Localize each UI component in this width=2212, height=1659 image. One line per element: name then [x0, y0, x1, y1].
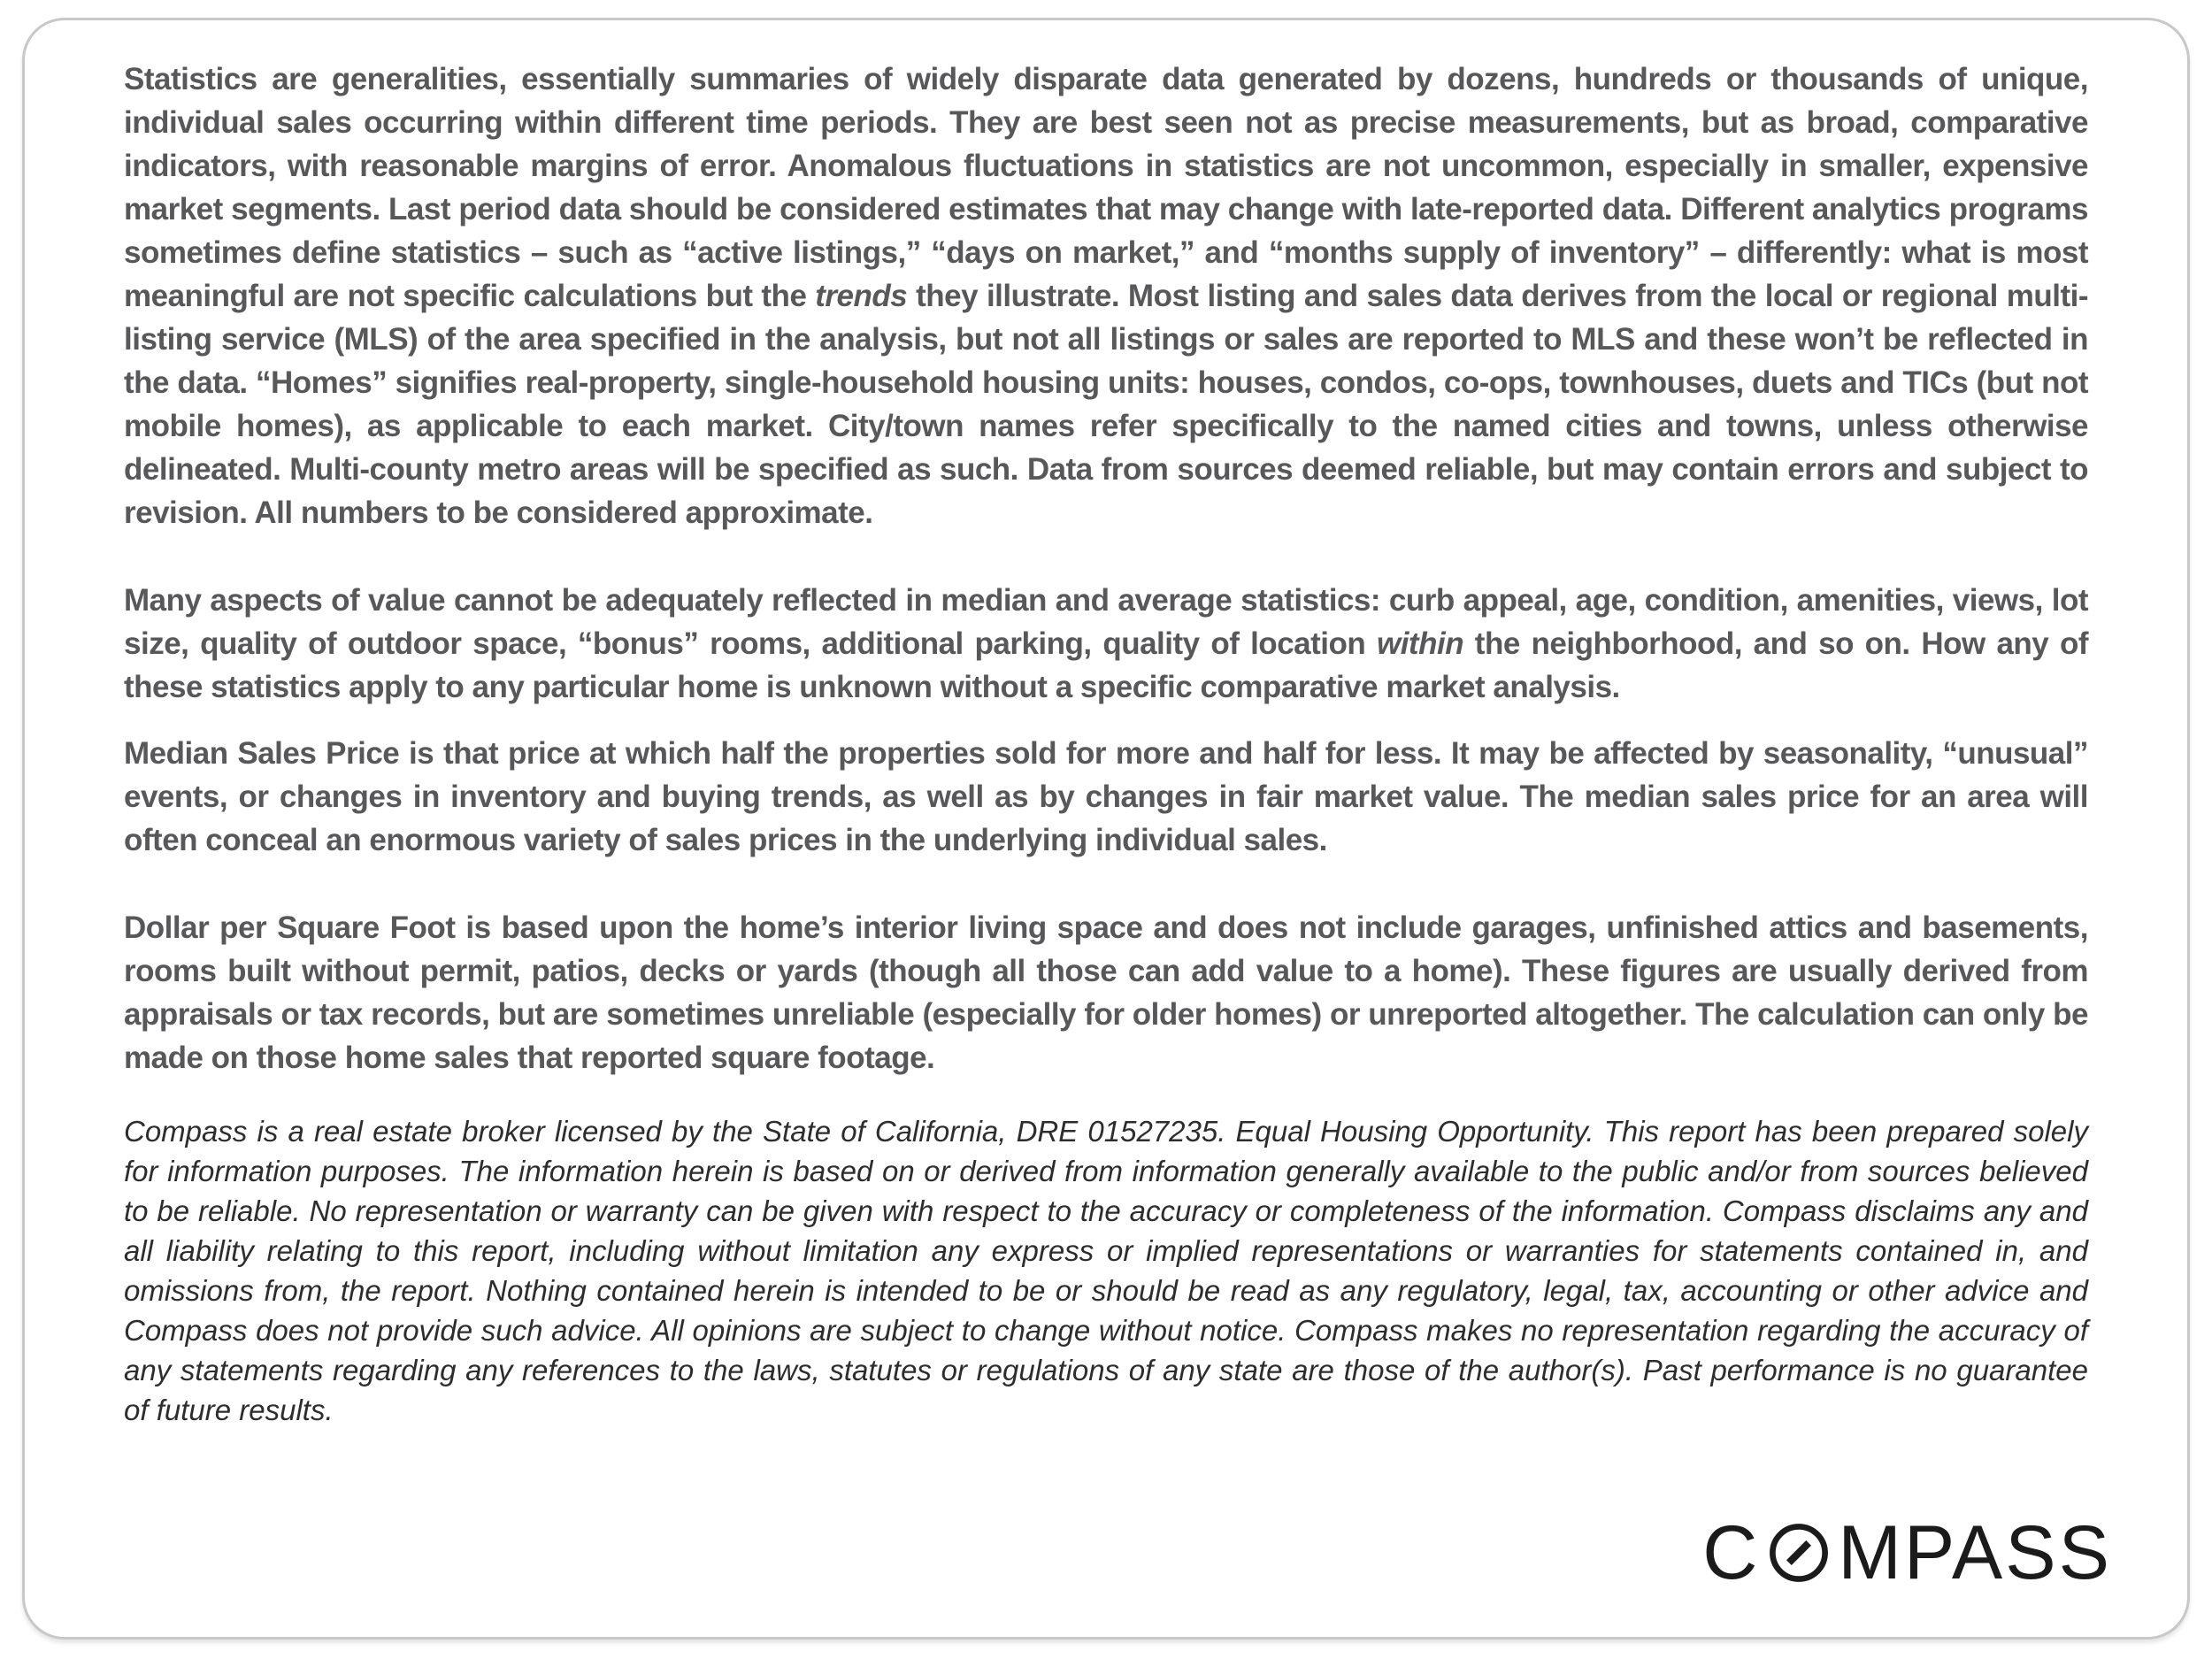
emphasized-term: trends — [815, 279, 908, 313]
disclaimer-paragraph-4 — [124, 906, 2088, 1079]
compass-rose-icon — [1766, 1520, 1832, 1586]
paragraph-text: the neighborhood, and so on. How any of these statistics apply to any particular home is unknown without a specific comparative market analysis. — [124, 626, 2088, 704]
paragraph-text: Statistics are generalities, essentially summaries of widely disparate data generated by dozens, hundreds or thousands of unique, individual sales occurring within different time periods. They are best seen not as precise measurements, but as broad, comparative indicators, with reasonable margins of error. Anomalous fluctuations in statistics are not uncommon, especially in smaller, expensive market segments. Last period data should be considered estimates that may change with late-reported data. Different analytics programs sometimes define statistics – such as “active listings,” “days on market,” and “months supply of inventory” – differently: what is most meaningful are not specific calculations but the — [124, 62, 2088, 313]
disclaimer-text-block — [124, 58, 2088, 1430]
paragraph-text: Dollar per Square Foot is based upon the home’s interior living space and does not include garages, unfinished attics and basements, rooms built without permit, patios, decks or yards (though all those can add value to a home). These figures are usually derived from appraisals or tax records, but are sometimes unreliable (especially for older homes) or unreported altogether. The calculation can only be made on those home sales that reported square footage. — [124, 910, 2088, 1075]
paragraph-text: Compass is a real estate broker licensed by the State of California, DRE 01527235. Equal Housing Opportunity. This report has been prepared solely for information purposes. The information herein is based on or derived from information generally available to the public and/or from sources believed to be reliable. No representation or warranty can be given with respect to the accuracy or completeness of the information. Compass disclaims any and all liability relating to this report, including without limitation any express or implied representations or warranties for statements contained in, and omissions from, the report. Nothing contained herein is intended to be or should be read as any regulatory, legal, tax, accounting or other advice and Compass does not provide such advice. All opinions are subject to change without notice. Compass makes no representation regarding the accuracy of any statements regarding any references to the laws, statutes or regulations of any state are those of the author(s). Past performance is no guarantee of future results. — [124, 1115, 2088, 1426]
disclaimer-paragraph-3 — [124, 732, 2088, 862]
disclaimer-paragraph-1 — [124, 58, 2088, 534]
disclaimer-card — [22, 18, 2190, 1640]
paragraph-text: Median Sales Price is that price at which half the properties sold for more and half for less. It may be affected by seasonality, “unusual” events, or changes in inventory and buying trends, as well as by changes in fair market value. The median sales price for an area will often conceal an enormous variety of sales prices in the underlying individual sales. — [124, 736, 2088, 857]
paragraph-text: Many aspects of value cannot be adequately reflected in median and average statistics: curb appeal, age, condition, amenities, views, lot size, quality of outdoor space, “bonus” rooms, additional parking, quality of location — [124, 583, 2088, 661]
disclaimer-paragraph-2 — [124, 579, 2088, 709]
paragraph-text: they illustrate. Most listing and sales data derives from the local or regional multi-listing service (MLS) of the area specified in the analysis, but not all listings or sales are reported to MLS and these won’t be reflected in the data. “Homes” signifies real-property, single-household housing units: houses, condos, co-ops, townhouses, duets and TICs (but not mobile homes), as applicable to each market. City/town names refer specifically to the named cities and towns, unless otherwise delineated. Multi-county metro areas will be specified as such. Data from sources deemed reliable, but may contain errors and subject to revision. All numbers to be considered approximate. — [124, 279, 2088, 530]
compass-logo — [1702, 1510, 2112, 1595]
emphasized-term: within — [1376, 626, 1464, 661]
compass-logo-letters-mpass: MPASS — [1838, 1510, 2112, 1595]
disclaimer-paragraph-5 — [124, 1111, 2088, 1430]
compass-logo-letter-c: C — [1702, 1510, 1761, 1595]
